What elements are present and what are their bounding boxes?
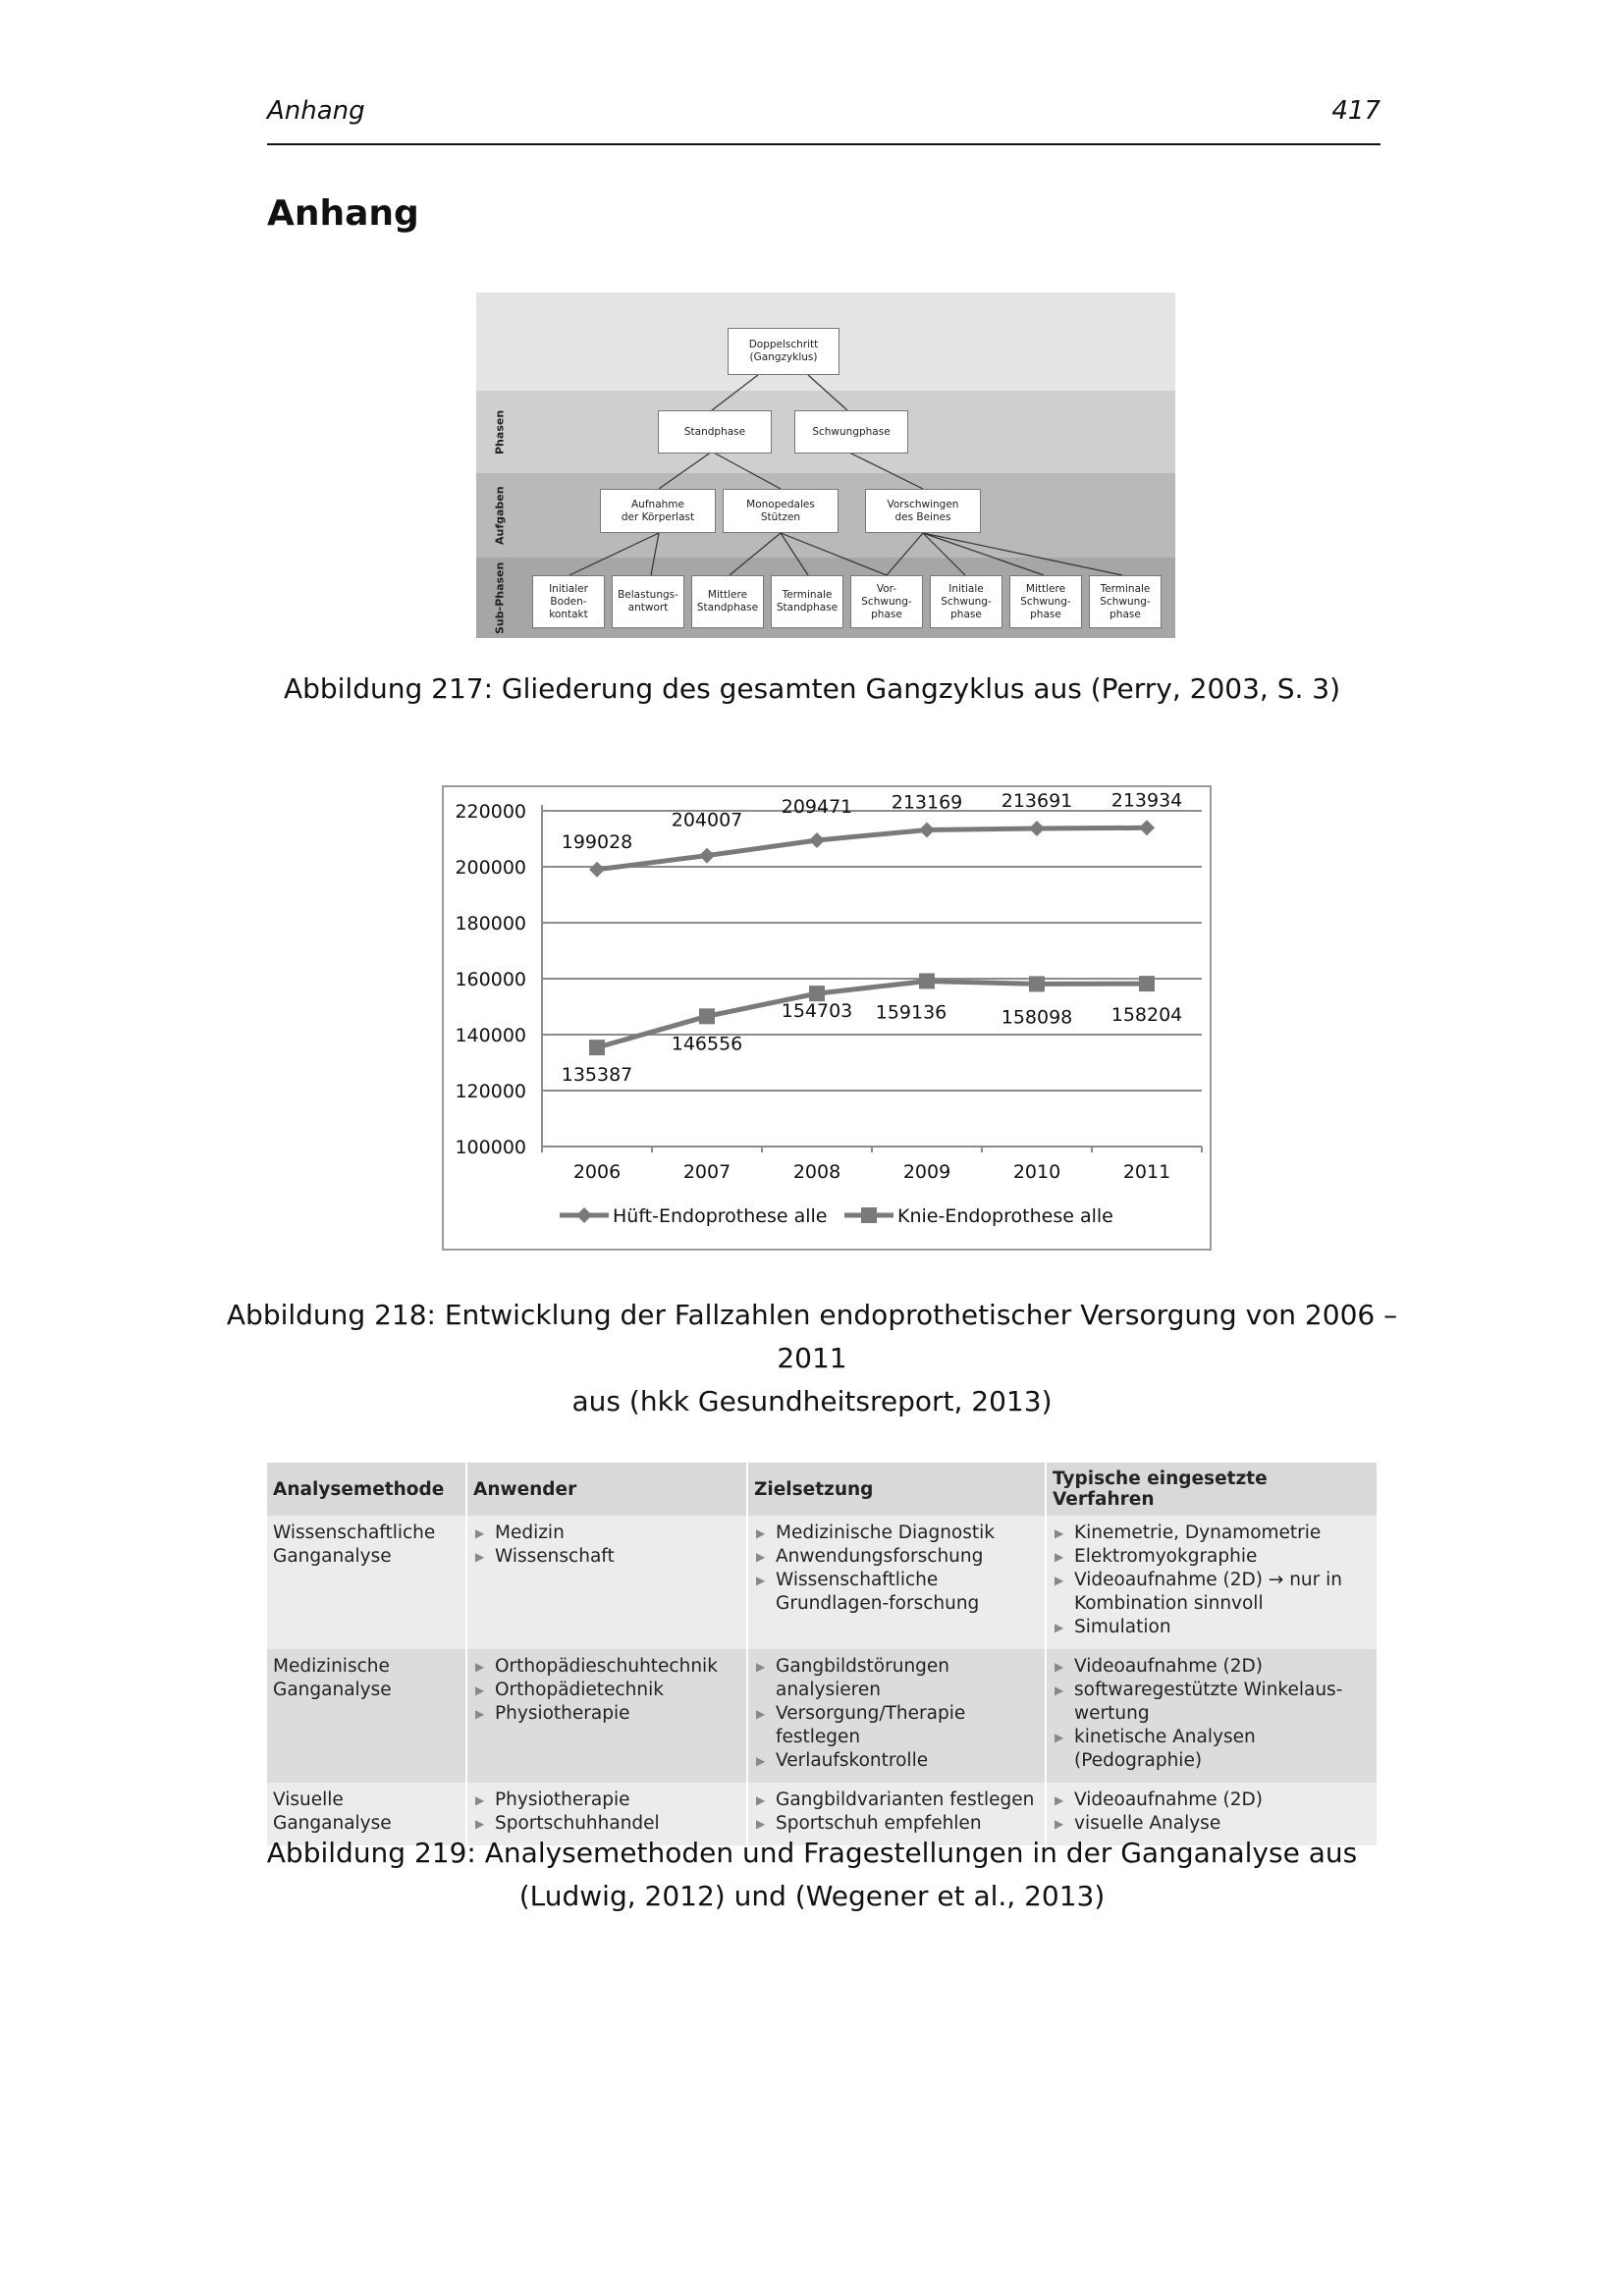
data-point-square xyxy=(809,986,825,1001)
list-item: ▶ kinetische Analysen (Pedographie) xyxy=(1053,1726,1371,1773)
procedures-cell xyxy=(1046,1649,1378,1783)
data-point-square xyxy=(1139,976,1155,991)
running-header-title: Anhang xyxy=(267,96,365,126)
series-line xyxy=(597,828,1147,869)
gait-subphase-line: Schwung- xyxy=(941,595,992,608)
gait-cycle-diagram xyxy=(476,293,1175,638)
figure-218-caption xyxy=(196,1294,1428,1423)
table-header-cell: Typische eingesetzte Verfahren xyxy=(1046,1463,1378,1516)
x-tick-label: 2009 xyxy=(902,1161,951,1183)
list-item: ▶ Physiotherapie xyxy=(473,1789,740,1812)
list-item: ▶ Verlaufskontrolle xyxy=(754,1749,1039,1773)
method-cell xyxy=(267,1516,466,1649)
figure-219-caption-line2: (Ludwig, 2012) und (Wegener et al., 2013) xyxy=(518,1880,1106,1912)
data-point-diamond xyxy=(589,862,605,878)
y-tick-label: 140000 xyxy=(455,1025,526,1046)
list-item: ▶ softwaregestützte Winkelaus-wertung xyxy=(1053,1679,1371,1726)
gait-root-line2: (Gangzyklus) xyxy=(749,351,818,363)
legend-marker-diamond xyxy=(576,1207,592,1223)
gait-root-box xyxy=(728,328,839,375)
section-title: Anhang xyxy=(267,193,419,234)
list-item: ▶ Videoaufnahme (2D) xyxy=(1053,1655,1371,1679)
users-cell xyxy=(466,1649,747,1783)
figure-217-caption: Abbildung 217: Gliederung des gesamten Gangzyklus aus (Perry, 2003, S. 3) xyxy=(283,672,1341,705)
y-tick-label: 120000 xyxy=(455,1081,526,1102)
figure-219-caption xyxy=(196,1832,1428,1918)
data-point-diamond xyxy=(1139,820,1155,835)
goals-cell xyxy=(747,1516,1046,1649)
data-label: 204007 xyxy=(671,809,743,831)
data-label: 135387 xyxy=(561,1064,633,1087)
gait-phase-box xyxy=(658,410,772,454)
data-label: 146556 xyxy=(671,1033,743,1055)
data-point-square xyxy=(589,1040,605,1055)
list-item: ▶ Kinemetrie, Dynamometrie xyxy=(1053,1522,1371,1545)
data-point-square xyxy=(699,1008,715,1024)
gait-subphase-box xyxy=(771,575,843,628)
method-label: Visuelle Ganganalyse xyxy=(273,1789,392,1834)
gait-subphase-line: antwort xyxy=(627,602,669,614)
legend-marker-square xyxy=(861,1207,877,1223)
data-label: 154703 xyxy=(781,1000,853,1023)
table-header-cell: Analysemethode xyxy=(267,1463,466,1516)
gait-subphase-box xyxy=(1089,575,1162,628)
gait-subphase-line: phase xyxy=(871,608,902,620)
gait-subphase-line: phase xyxy=(950,608,982,620)
gait-subphase-box xyxy=(930,575,1002,628)
gait-subphase-line: Schwung- xyxy=(1100,595,1151,608)
data-label: 159136 xyxy=(875,1001,947,1024)
data-label: 213691 xyxy=(1001,789,1073,812)
gait-subphase-line: Initiale xyxy=(948,582,984,595)
gait-subphase-box xyxy=(612,575,684,628)
data-point-square xyxy=(1029,976,1045,991)
data-point-diamond xyxy=(1029,821,1045,836)
gait-root-line1: Doppelschritt xyxy=(748,339,819,350)
figure-219-caption-line1: Abbildung 219: Analysemethoden und Fragestellungen in der Ganganalyse aus xyxy=(266,1837,1358,1869)
gait-subphase-line: Terminale xyxy=(782,589,833,601)
gait-phase-label: Schwungphase xyxy=(812,425,891,438)
gait-task-line: Stützen xyxy=(760,510,801,523)
header-rule xyxy=(267,143,1380,145)
gait-subphase-line: Mittlere xyxy=(1025,582,1066,595)
case-numbers-chart xyxy=(442,785,1212,1251)
gait-subphase-line: Boden- xyxy=(550,595,587,608)
gait-task-box xyxy=(865,489,981,533)
band-label-phasen: Phasen xyxy=(493,409,507,454)
gait-subphase-line: Standphase xyxy=(776,602,839,614)
list-item: ▶ Gangbildstörungen analysieren xyxy=(754,1655,1039,1702)
list-item: ▶ Wissenschaftliche Grundlagen-forschung xyxy=(754,1569,1039,1616)
list-item: ▶ Medizinische Diagnostik xyxy=(754,1522,1039,1545)
list-item: ▶ Sportschuh empfehlen xyxy=(754,1812,1039,1836)
figure-218-caption-line2: aus (hkk Gesundheitsreport, 2013) xyxy=(571,1385,1053,1417)
table-header-cell: Zielsetzung xyxy=(747,1463,1046,1516)
y-tick-label: 160000 xyxy=(455,969,526,990)
chart-canvas xyxy=(444,787,1210,1249)
gait-phase-box xyxy=(794,410,908,454)
gait-task-line: Monopedales xyxy=(746,498,815,510)
y-tick-label: 100000 xyxy=(455,1137,526,1158)
data-point-diamond xyxy=(699,848,715,864)
goals-cell xyxy=(747,1649,1046,1783)
data-label: 213169 xyxy=(891,791,963,814)
figure-218-caption-line1: Abbildung 218: Entwicklung der Fallzahlen endoprothetischer Versorgung von 2006 – 2011 xyxy=(226,1299,1398,1374)
data-label: 209471 xyxy=(781,796,853,819)
gait-subphase-line: Schwung- xyxy=(861,595,912,608)
list-item: ▶ Orthopädietechnik xyxy=(473,1679,740,1702)
legend-label: Hüft-Endoprothese alle xyxy=(613,1205,828,1227)
data-point-square xyxy=(919,973,935,988)
gait-task-box xyxy=(600,489,716,533)
gait-subphase-box xyxy=(532,575,605,628)
x-tick-label: 2010 xyxy=(1012,1161,1061,1183)
list-item: ▶ Elektromyokgraphie xyxy=(1053,1545,1371,1569)
gait-subphase-box xyxy=(691,575,764,628)
band-label-aufgaben: Aufgaben xyxy=(493,486,507,545)
method-label: Wissenschaftliche Ganganalyse xyxy=(273,1522,436,1567)
x-tick-label: 2007 xyxy=(682,1161,731,1183)
procedures-cell xyxy=(1046,1516,1378,1649)
gait-subphase-line: phase xyxy=(1030,608,1061,620)
list-item: ▶ Anwendungsforschung xyxy=(754,1545,1039,1569)
data-label: 158204 xyxy=(1110,1004,1183,1027)
data-label: 158098 xyxy=(1001,1006,1073,1029)
list-item: ▶ Versorgung/Therapie festlegen xyxy=(754,1702,1039,1749)
list-item: ▶ Gangbildvarianten festlegen xyxy=(754,1789,1039,1812)
table-header-cell: Anwender xyxy=(466,1463,747,1516)
gait-task-line: Vorschwingen xyxy=(887,498,959,510)
list-item: ▶ Orthopädieschuhtechnik xyxy=(473,1655,740,1679)
gait-subphase-line: kontakt xyxy=(549,608,588,620)
gait-subphase-line: Mittlere xyxy=(707,589,748,601)
x-tick-label: 2011 xyxy=(1122,1161,1171,1183)
gait-subphase-box xyxy=(850,575,923,628)
gait-subphase-line: Terminale xyxy=(1100,582,1151,595)
x-tick-label: 2006 xyxy=(572,1161,622,1183)
list-item: ▶ Sportschuhhandel xyxy=(473,1812,740,1836)
page-number: 417 xyxy=(1331,96,1380,126)
legend-label: Knie-Endoprothese alle xyxy=(897,1205,1113,1227)
list-item: ▶ Medizin xyxy=(473,1522,740,1545)
list-item: ▶ visuelle Analyse xyxy=(1053,1812,1371,1836)
table-header-row xyxy=(267,1463,1378,1516)
gait-phase-label: Standphase xyxy=(683,425,746,438)
table-row xyxy=(267,1516,1378,1649)
list-item: ▶ Videoaufnahme (2D) xyxy=(1053,1789,1371,1812)
gait-task-line: der Körperlast xyxy=(621,510,695,523)
list-item: ▶ Videoaufnahme (2D) → nur in Kombination sinnvoll xyxy=(1053,1569,1371,1616)
gait-analysis-methods-table xyxy=(267,1463,1379,1845)
list-item: ▶ Wissenschaft xyxy=(473,1545,740,1569)
method-cell xyxy=(267,1649,466,1783)
table-row xyxy=(267,1649,1378,1783)
data-point-diamond xyxy=(919,822,935,837)
method-label: Medizinische Ganganalyse xyxy=(273,1656,392,1700)
gait-subphase-line: phase xyxy=(1110,608,1141,620)
gait-subphase-line: Standphase xyxy=(696,602,759,614)
gait-task-line: des Beines xyxy=(894,510,951,523)
gait-subphase-box xyxy=(1009,575,1082,628)
band-label-subphasen: Sub-Phasen xyxy=(493,561,507,634)
y-tick-label: 220000 xyxy=(455,801,526,823)
gait-subphase-line: Schwung- xyxy=(1020,595,1071,608)
gait-subphase-line: Initialer xyxy=(549,582,588,595)
x-tick-label: 2008 xyxy=(792,1161,841,1183)
y-tick-label: 200000 xyxy=(455,857,526,879)
data-label: 213934 xyxy=(1110,789,1183,812)
data-point-diamond xyxy=(809,832,825,848)
gait-subphase-line: Belastungs- xyxy=(618,589,678,601)
y-tick-label: 180000 xyxy=(455,913,526,934)
gait-task-line: Aufnahme xyxy=(631,498,684,510)
list-item: ▶ Physiotherapie xyxy=(473,1702,740,1726)
gait-subphase-line: Vor- xyxy=(876,582,897,595)
list-item: ▶ Simulation xyxy=(1053,1616,1371,1639)
data-label: 199028 xyxy=(561,830,633,853)
users-cell xyxy=(466,1516,747,1649)
gait-task-box xyxy=(723,489,839,533)
